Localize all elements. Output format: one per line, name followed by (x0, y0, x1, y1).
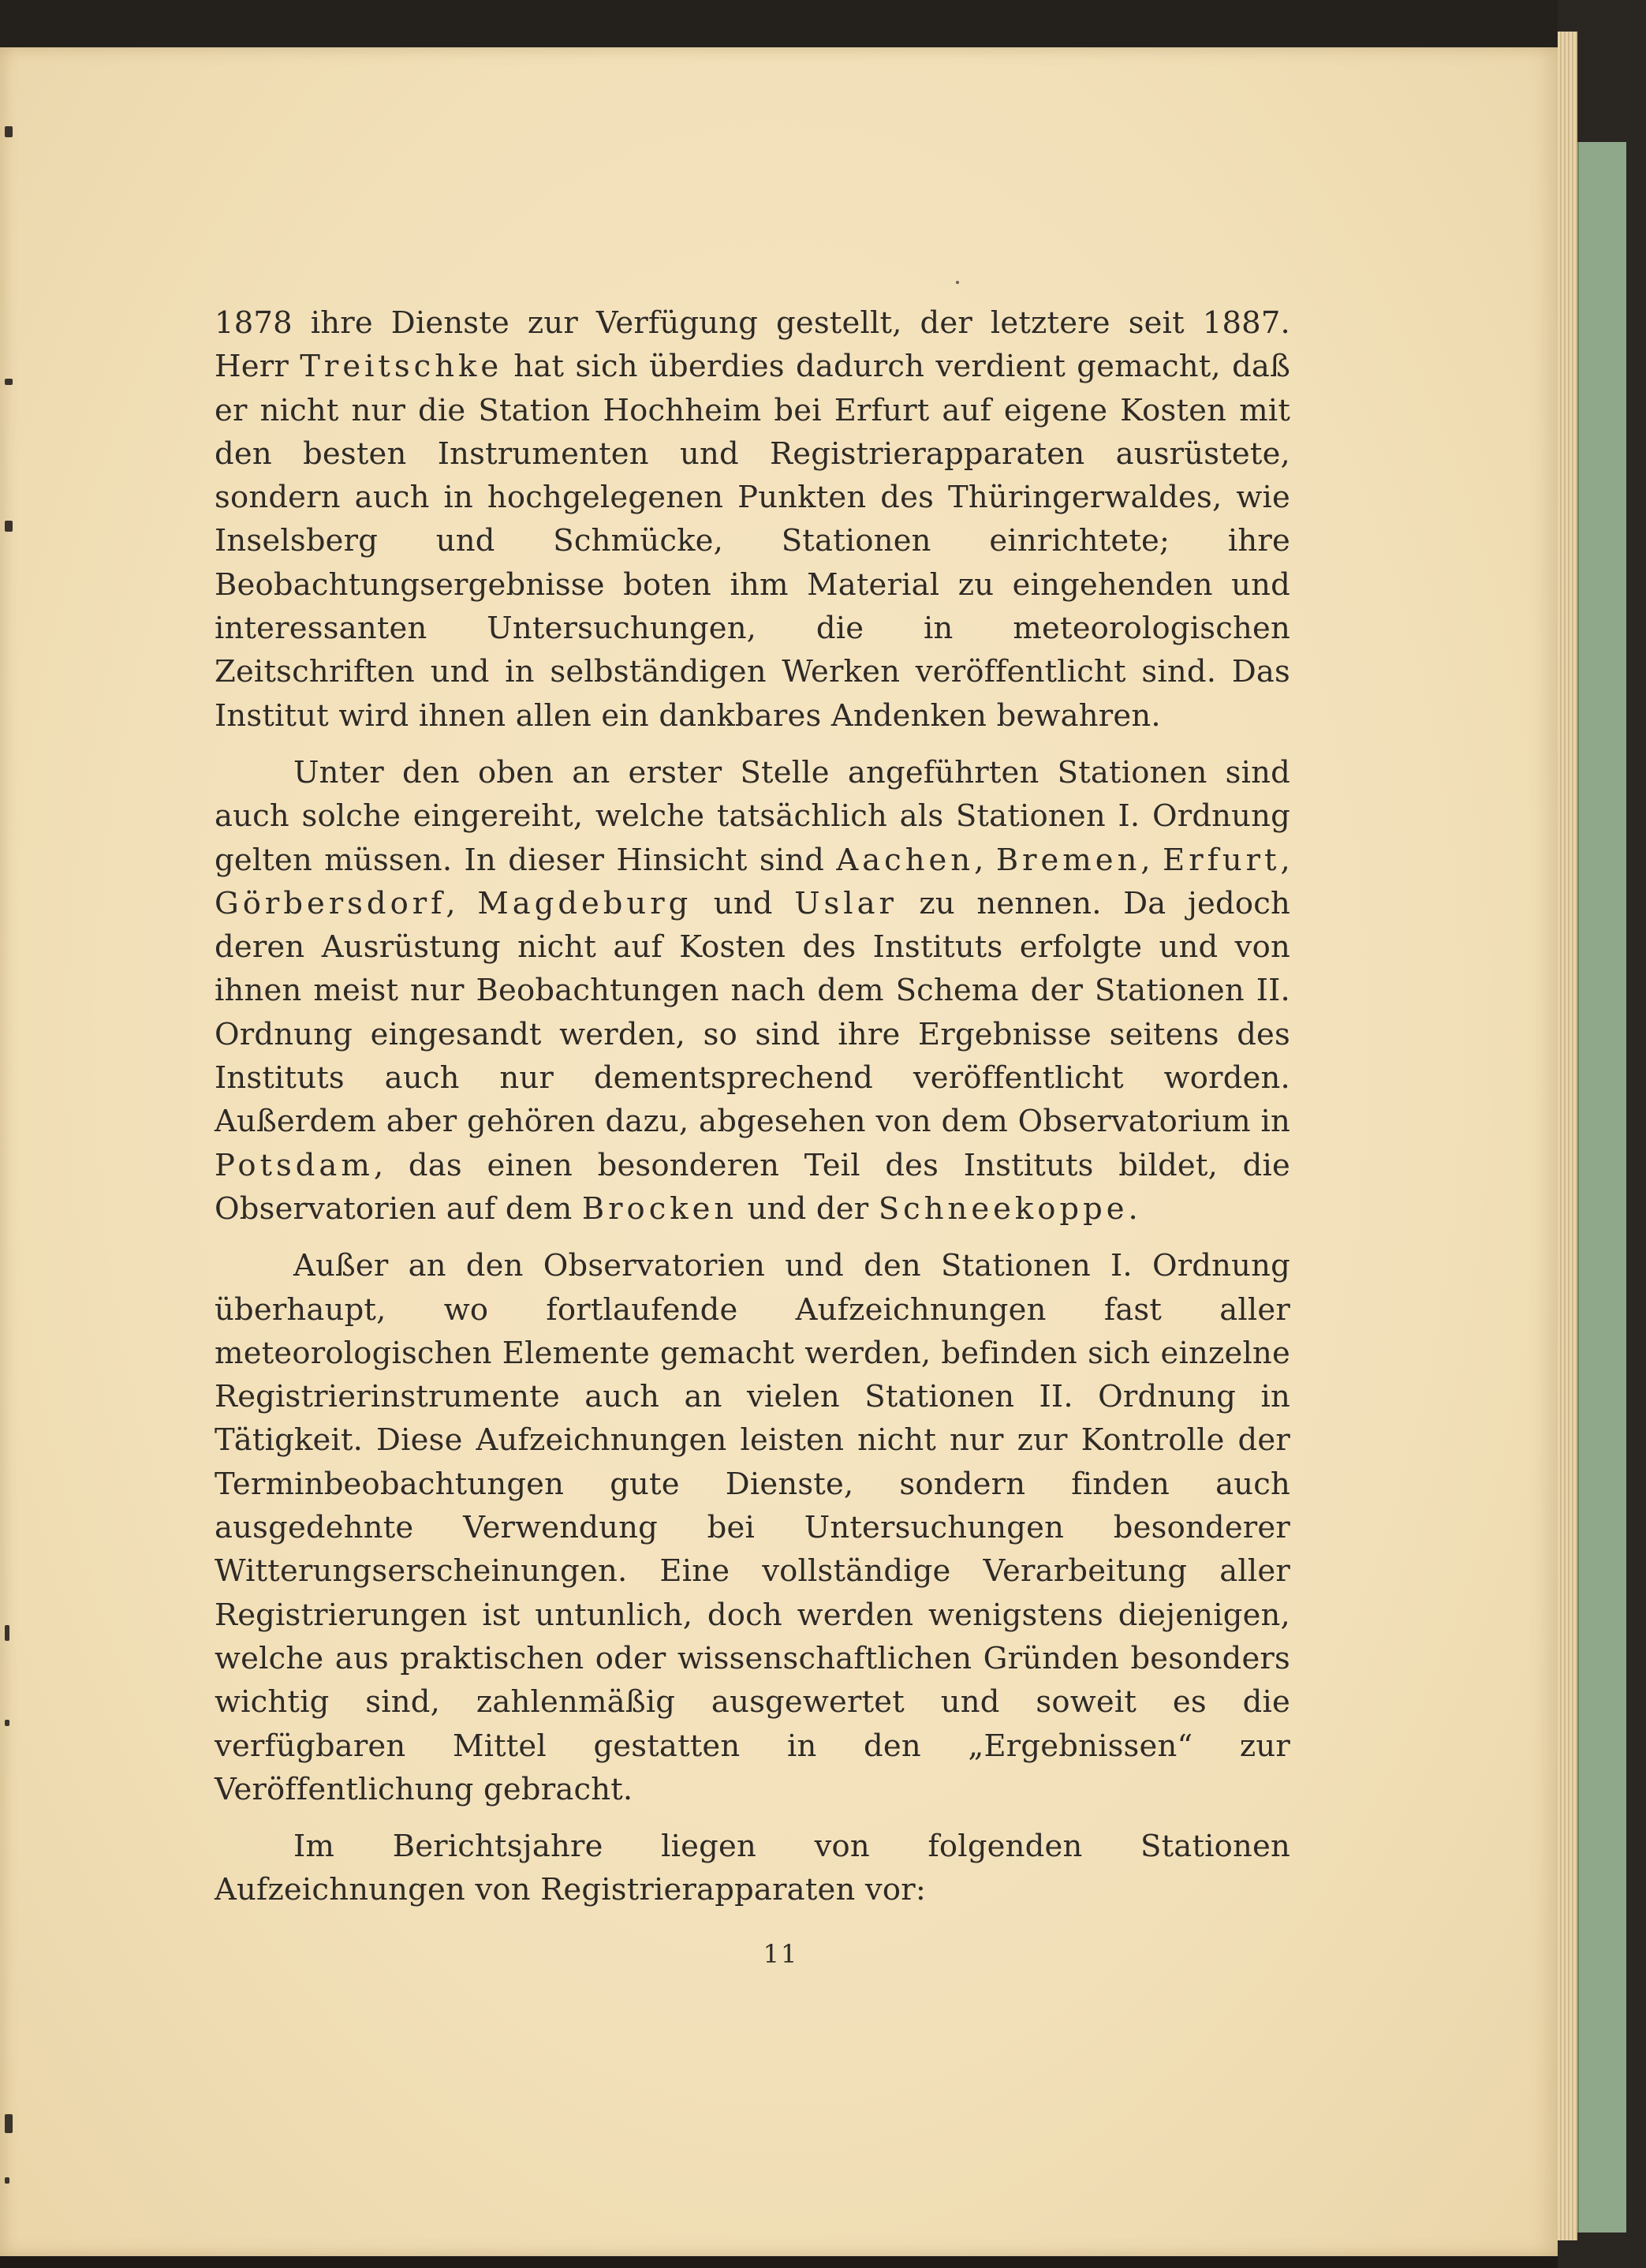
body-text (215, 301, 1290, 1926)
ink-speck (956, 281, 959, 284)
spaced-name: Magdeburg (477, 885, 692, 921)
spaced-name: Uslar (794, 885, 898, 921)
text-run: zu nennen. Da jedoch deren Ausrüstung nicht auf Kosten des Instituts erfolgte und von ihnen meist nur Beobachtungen nach dem Schema der Stationen II. Ordnung eingesandt werden, so sind ihre Ergebnisse seitens des Instituts auch nur dementsprechend veröffentlicht worden. Außerdem aber gehören dazu, abgesehen von dem Observatorium in (215, 885, 1290, 1140)
text-run: , (974, 842, 996, 878)
text-run: , (446, 885, 478, 921)
binding-mark (5, 521, 13, 532)
text-run: und der (737, 1190, 879, 1227)
text-run: und (692, 885, 795, 921)
spaced-name: Brocken (581, 1190, 738, 1227)
binding-mark (5, 1720, 9, 1726)
text-run: Außer an den Observatorien und den Stationen I. Ordnung überhaupt, wo fortlaufende Aufzeichnungen fast aller meteorologischen Elemente gemacht werden, befinden sich einzelne Registrierinstrumente auch an vielen Stationen II. Ordnung in Tätigkeit. Diese Aufzeichnungen leisten nicht nur zur Kontrolle der Terminbeobachtungen gute Dienste, sondern finden auch ausgedehnte Verwendung bei Untersuchungen besonderer Witterungserscheinungen. Eine vollständige Verarbeitung aller Registrierungen ist untunlich, doch werden wenigstens diejenigen, welche aus praktischen oder wissenschaftlichen Gründen besonders wichtig sind, zahlenmäßig ausgewertet und soweit es die verfügbaren Mittel gestatten in den „Ergebnissen“ zur Veröffentlichung gebracht. (215, 1248, 1290, 1807)
spaced-name: Bremen (995, 842, 1141, 878)
spaced-name: Schneekoppe (878, 1190, 1129, 1227)
binding-mark (5, 126, 13, 137)
text-run: , (1280, 842, 1290, 878)
spaced-name: Potsdam (215, 1147, 374, 1183)
binding-mark (5, 2114, 13, 2133)
text-run: , (1140, 842, 1163, 878)
text-run: , das einen besonderen Teil des Instituts bildet, die Observatorien auf dem (215, 1147, 1290, 1227)
spaced-name: Erfurt (1163, 842, 1281, 878)
binding-mark (5, 1625, 9, 1641)
text-run: 1878 ihre Dienste zur Verfügung gestellt, der letztere seit 1887. Herr (215, 305, 1290, 385)
text-run: hat sich überdies dadurch verdient gemacht, daß er nicht nur die Station Hochheim bei Erfurt auf eigene Kosten mit den besten Instrumenten und Registrierapparaten ausrüstete, sondern auch in hochgelegenen Punkten des Thüringerwaldes, wie Inselsberg und Schmücke, Stationen einrichtete; ihre Beobachtungsergebnisse boten ihm Material zu eingehenden und interessanten Untersuchungen, die in meteorologischen Zeitschriften und in selbständigen Werken veröffentlicht sind. Das Institut wird ihnen allen ein dankbares Andenken bewahren. (215, 349, 1290, 734)
paragraph-3 (215, 1244, 1290, 1811)
paragraph-4 (215, 1825, 1290, 1912)
top-scan-border (0, 0, 1558, 49)
spaced-name: Aachen (836, 842, 975, 878)
page-number: 11 (763, 1939, 799, 1969)
text-run: . (1128, 1190, 1138, 1227)
text-run: Unter den oben an erster Stelle angeführten Stationen sind auch solche eingereiht, welche tatsächlich als Stationen I. Ordnung gelten müssen. In dieser Hinsicht sind (215, 754, 1290, 878)
cover-cloth (1577, 142, 1626, 2233)
paragraph-2 (215, 751, 1290, 1231)
text-run: Berichtsjahre liegen von folgenden Stationen Aufzeichnungen von Registrierapparaten vor: (215, 1829, 1290, 1908)
binding-mark (5, 379, 13, 385)
binding-mark (5, 2177, 9, 2184)
spaced-name: Görbersdorf (215, 885, 446, 921)
text-run: Im (293, 1829, 393, 1865)
spaced-name: Treitschke (300, 349, 503, 385)
paragraph-1 (215, 301, 1290, 738)
